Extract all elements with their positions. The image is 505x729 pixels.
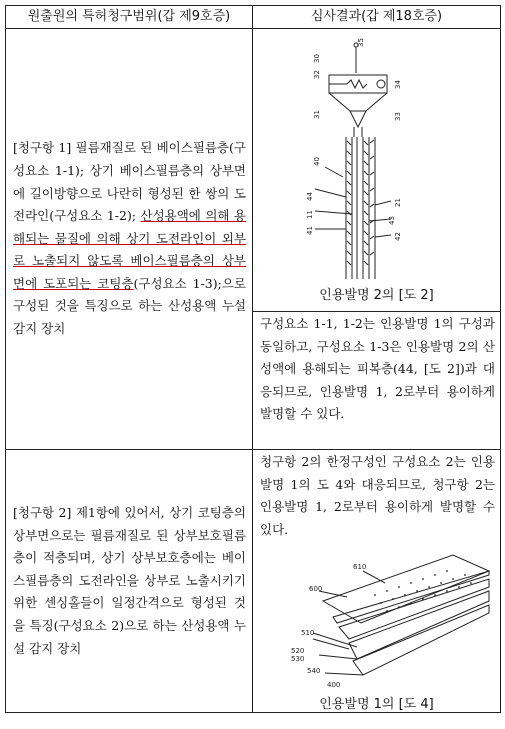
fig2-label-32: 32 [313,70,321,79]
figure-4-drawing [253,547,501,693]
claim-1-text: [청구항 1] 필름재질로 된 베이스필름층(구성요소 1-1); 상기 베이스필름층의 상부면에 길이방향으로 나란히 형성된 한 쌍의 도전라인(구성요소 1-2); 산성용액에 의해 용해되는 물질에 의해 상기 도전라인이 외부로 노출되지 않도록 베이스필름층의 상부면에 도포되는 코팅층(구성요소 1-3);으로 구성된 것을 특징으로 하는 산성용액 누설 감지 장치 [13,140,246,337]
claim-1-cell [6,29,253,450]
result-2-text: 청구항 2의 한정구성인 구성요소 2는 인용발명 1의 도 4와 대응되므로, 청구항 2는 인용발명 1, 2로부터 용이하게 발명할 수 있다. [260,454,495,537]
fig4-label-510: 510 [301,629,315,638]
fig4-label-540: 540 [307,667,321,676]
fig2-label-41: 41 [306,226,314,235]
fig2-label-43: 43 [388,216,396,225]
fig2-label-11: 11 [306,210,314,219]
fig2-label-42: 42 [394,232,402,241]
figure-2-caption: 인용발명 2의 [도 2] [319,288,434,303]
fig2-label-31: 31 [313,110,321,119]
fig4-label-600: 600 [309,585,323,594]
claim-2-text: [청구항 2] 제1항에 있어서, 상기 코팅층의 상부면으로는 필름재질로 된 상부보호필름층이 적층되며, 상기 상부보호층에는 베이스필름층의 도전라인을 상부로 노출시키기 위한 센싱홀들이 일정간격으로 형성된 것을 특징(구성요소 2)으로 하는 산성용액 누설 감지 장치 [13,505,246,656]
fig2-label-34: 34 [394,80,402,89]
fig2-label-33: 33 [394,112,402,121]
fig2-label-21: 21 [394,198,402,207]
result-1-cell [253,29,501,450]
fig2-label-35: 35 [357,38,365,47]
fig4-label-400: 400 [327,681,341,690]
comparison-table [5,5,501,713]
fig4-label-610: 610 [353,563,367,572]
header-original-claims: 원출원의 특허청구범위(갑 제9호증) [6,6,253,29]
claim-2-cell [6,450,253,713]
fig2-label-30: 30 [313,54,321,63]
fig4-label-530: 530 [291,655,305,664]
result-2-cell [253,450,501,713]
fig2-label-40: 40 [313,157,321,166]
fig2-label-44: 44 [306,192,314,201]
figure-2-drawing [253,29,501,287]
header-examination-result: 심사결과(갑 제18호증) [253,6,501,29]
claim-1-underlined: 산성용액에 의해 용해되는 물질에 의해 상기 도전라인이 외부로 노출되지 않도록 베이스필름층의 상부면에 도포되는 코팅층 [13,208,246,291]
result-1-text: 구성요소 1-1, 1-2는 인용발명 1의 구성과 동일하고, 구성요소 1-3은 인용발명 2의 산성액에 용해되는 피복층(44, [도 2])과 대응되므로, 인용발명 1, 2로부터 용이하게 발명할 수 있다. [260,316,495,422]
fig4-label-520: 520 [291,647,305,656]
figure-4-caption: 인용발명 1의 [도 4] [319,697,434,713]
